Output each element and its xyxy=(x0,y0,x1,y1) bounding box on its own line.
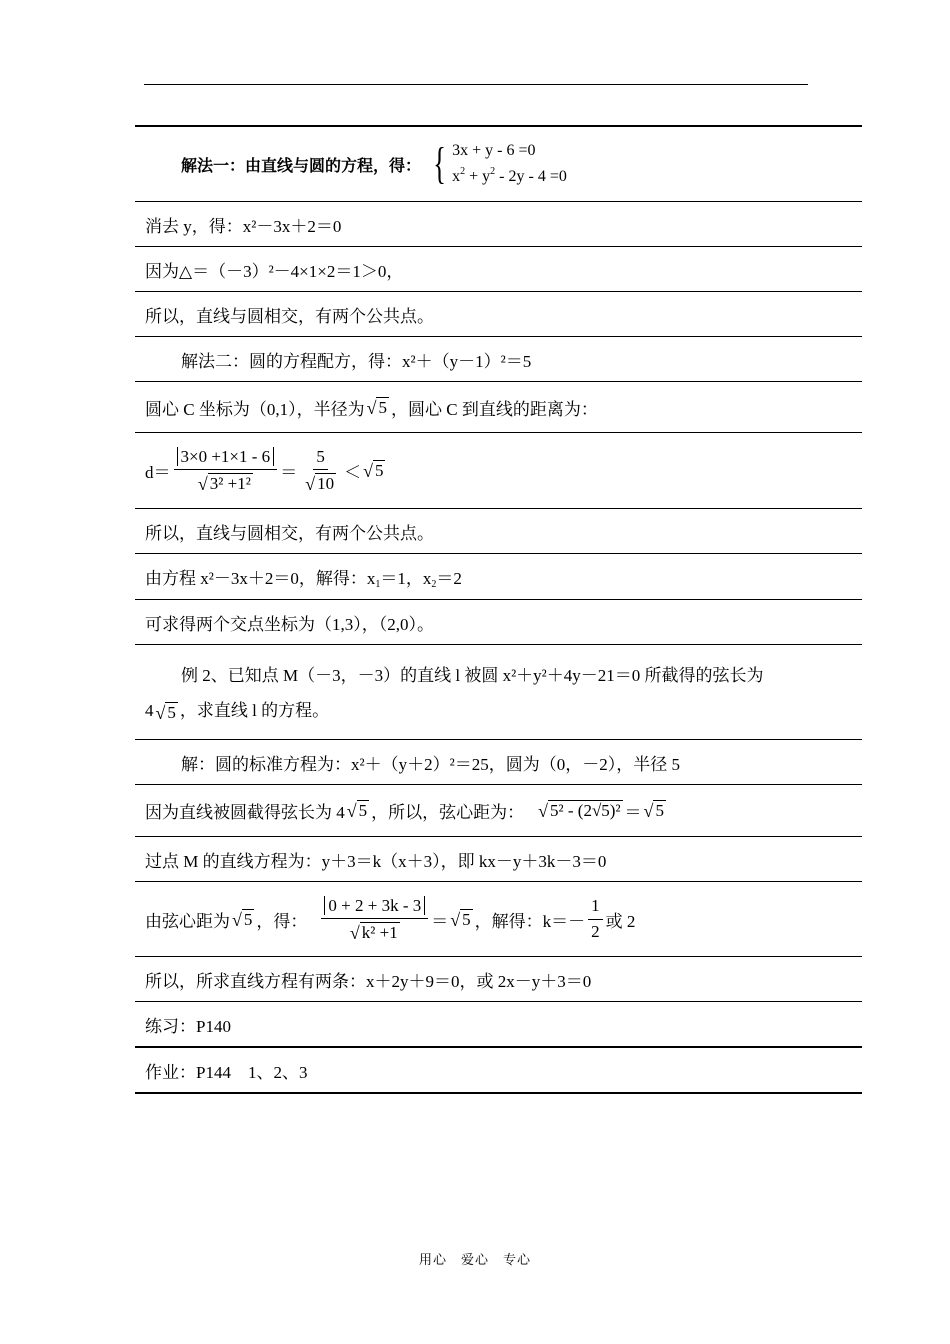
row-conclusion-1 xyxy=(135,292,862,337)
practice-text: 练习：P140 xyxy=(145,1016,231,1036)
k-distance-fraction: 0 + 2 + 3k - 3 √ k² +1 xyxy=(321,896,428,943)
row-solve-roots xyxy=(135,554,862,600)
header-rule xyxy=(144,84,808,85)
sqrt-expression: √ 5 xyxy=(450,909,471,930)
center-radius-text: 圆心 C 坐标为（0,1），半径为 xyxy=(145,399,365,419)
chord-distance-expression: √ 5² - (2√5)² xyxy=(538,801,621,822)
distance-label: ，圆心 C 到直线的距离为： xyxy=(390,399,598,419)
sqrt-expression: √ 5 xyxy=(366,397,387,418)
eliminate-y-text: 消去 y，得：x²－3x＋2＝0 xyxy=(145,216,342,236)
line-equation-text: 过点 M 的直线方程为：y＋3＝k（x＋3），即 kx－y＋3k－3＝0 xyxy=(145,851,607,871)
row-method-two xyxy=(135,337,862,382)
chord-length-text: 因为直线被圆截得弦长为 4 xyxy=(145,803,345,822)
intersection-points-text: 可求得两个交点坐标为（1,3），（2,0）。 xyxy=(145,614,434,634)
sqrt-expression: √ 5 xyxy=(346,801,368,822)
five-over-root-ten: 5 √ 10 xyxy=(305,447,335,495)
row-chord-distance: 因为直线被圆截得弦长为 4 √ 5 ，所以，弦心距为： √ 5² - (2√5)² ＝ √ 5 xyxy=(135,785,862,837)
method-two-text: 解法二：圆的方程配方，得：x²＋（y－1）²＝5 xyxy=(181,351,532,371)
conclusion-1-text: 所以，直线与圆相交，有两个公共点。 xyxy=(145,306,434,326)
row-discriminant xyxy=(135,247,862,292)
row-standard-equation xyxy=(135,740,862,785)
sqrt-expression: √ 5 xyxy=(643,801,664,822)
method-one-label: 解法一：由直线与圆的方程，得： xyxy=(181,155,422,175)
row-line-equation xyxy=(135,837,862,882)
left-brace: { xyxy=(433,139,446,188)
distance-symbol: d＝ xyxy=(145,463,171,482)
row-homework xyxy=(135,1048,862,1094)
homework-text: 作业：P144 1、2、3 xyxy=(145,1062,308,1082)
example-2-line-1: 例 2、已知点 M（－3，－3）的直线 l 被圆 x²＋y²＋4y－21＝0 所截得的弦长为 xyxy=(181,666,764,686)
row-conclusion-2 xyxy=(135,509,862,554)
page-footer: 用心 爱心 专心 xyxy=(418,1253,531,1268)
solution-table xyxy=(135,125,862,1094)
row-method-one xyxy=(135,125,862,202)
row-eliminate-y xyxy=(135,202,862,247)
row-intersection-points xyxy=(135,600,862,645)
row-center-radius xyxy=(135,382,862,433)
discriminant-text: 因为△＝（－3）²－4×1×2＝1＞0， xyxy=(145,261,404,281)
one-half-fraction: $\frac{1}{2}$ xyxy=(588,896,603,942)
row-practice xyxy=(135,1002,862,1048)
row-distance-formula: d＝ 3×0 +1×1 - 6 √ 3² +1² ＝ 5 √ 10 ＜ √ 5 xyxy=(135,433,862,509)
row-final-lines xyxy=(135,957,862,1002)
system-eq-1: 3x + y - 6 =0 xyxy=(452,142,536,159)
solve-roots-text: 由方程 x²－3x＋2＝0，解得：$x_1=1$，$x_2=2$ xyxy=(145,569,462,590)
row-solve-k: 由弦心距为 √ 5 ，得： 0 + 2 + 3k - 3 √ k² +1 ＝ √ 5 ，解得：k＝－ $\frac{1}{2}$ 或 2 xyxy=(135,882,862,957)
standard-equation-text: 解：圆的标准方程为：x²＋（y＋2）²＝25，圆为（0，－2），半径 5 xyxy=(181,754,680,774)
final-lines-text: 所以，所求直线方程有两条：x＋2y＋9＝0，或 2x－y＋3＝0 xyxy=(145,971,592,991)
sqrt-expression: √ 5 xyxy=(232,909,253,930)
distance-fraction: 3×0 +1×1 - 6 √ 3² +1² xyxy=(174,447,278,494)
sqrt-expression: √ 5 xyxy=(363,461,384,482)
row-example-2 xyxy=(135,645,862,740)
example-2-line-2: 4 √ 5 ，求直线 l 的方程。 xyxy=(145,701,330,724)
system-eq-2: $x^2 + y^2 - 2y - 4 =0$ xyxy=(452,166,567,185)
conclusion-2-text: 所以，直线与圆相交，有两个公共点。 xyxy=(145,523,434,543)
equation-system xyxy=(429,139,567,188)
